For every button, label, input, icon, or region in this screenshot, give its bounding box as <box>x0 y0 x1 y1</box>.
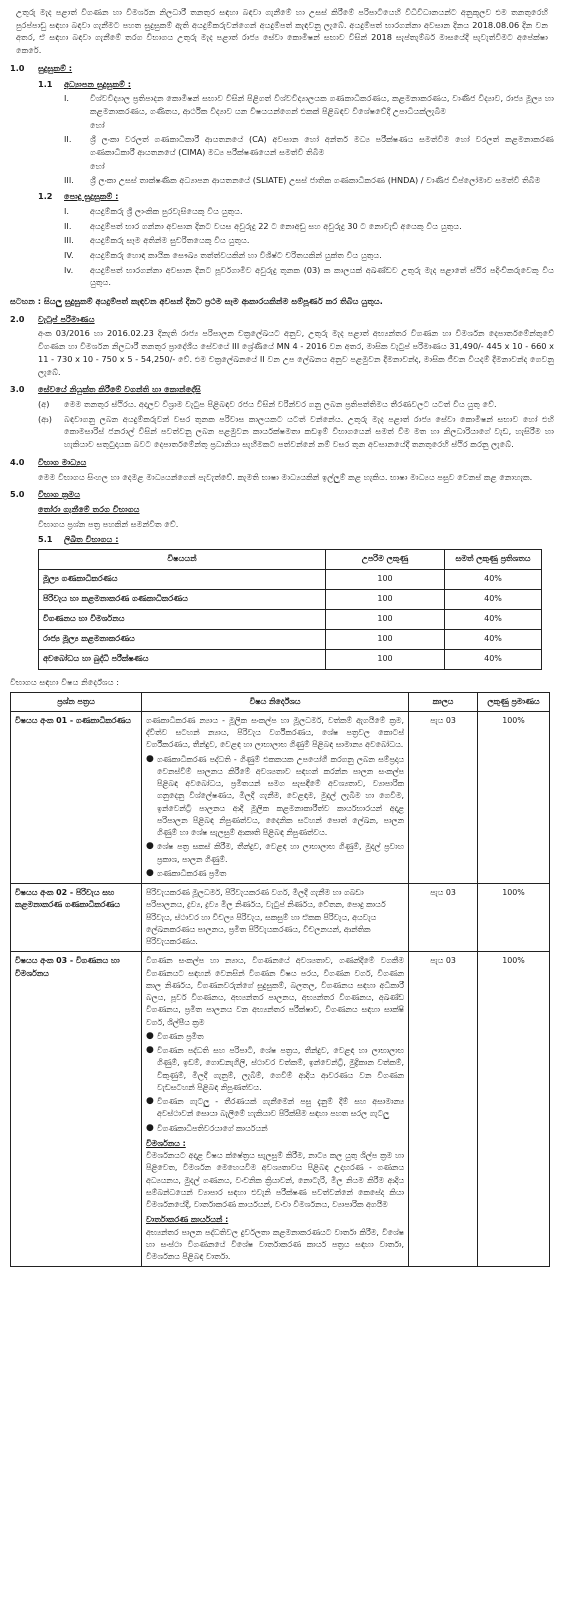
syllabus-cell: පිරිවැයකරණ මූලධර්ම, පිරිවැයකරණ වර්ග, මිලදී ගැනීම හා ගබඩා පරිපාලනය, ද්‍රව්‍ය, ද්‍රව්‍ය මිල නිර්ණය, වැටුප් නිර්ණය, වේතන, පොදු කාර්ය පිරිවැය, ස්ථාවර හා විචල්‍ය පිරිවැය, සකසුම් හා ඒකක පිරිවැය, අයවැය ලේඛනකරණය පාලනය, ප්‍රමිත පිරිවැයකරණය, විචලනයන්, ආන්තික පිරිවැයකරණය. <box>142 884 409 952</box>
bullet-item <box>146 868 404 880</box>
bullet-icon: ● <box>146 1045 154 1056</box>
general-item <box>64 205 554 218</box>
marks-cell: 100% <box>478 952 550 1267</box>
bullet-text: ගණකාධිකරණ පද්ධති - ගිණුම් එකකයක උපයෝගී කරගනු ලබන සම්ප්‍රදාය වෙනස්වීම් පාලනය කිරීමේ අවශ්‍යතාව සඳහන් කරන්න පාලන සංකල්ප පිළිබඳ අවබෝධය, ප්‍රමිතයන් සමග සැසඳීමේ අවශ්‍යතාව, ව්‍යාපාරික ගනුදෙනු විශ්ලේෂණය, මිලදී ගැනීම, වෙළඳාම, මුදල් ලැබීම හා ගෙවීම, ඉන්වෙන්ට්‍රි පාලනය ආදී මූලික කළමනාකාරීත්ව කාර්යභාරයන් අදාළ පරිපාලන පිළිබඳ නිපුණත්වය, දෛනික සටහන් පොත් ලේඛන, පාලන ගිණුම් හා ශේෂ සැලසුම් ආකෘති පිළිබඳ නිපුණත්වය. <box>157 754 404 838</box>
gazette-page <box>10 0 554 1267</box>
syllabus-cell <box>142 952 409 1267</box>
section-number: 2.0 <box>10 313 25 324</box>
item-number: I. <box>64 205 70 216</box>
item-text: අයදුම්කරු හොඳ කායික සෞඛ්‍ය තත්ත්වයකින් හා විශිෂ්ට චරිතයකින් යුක්ත විය යුතුය. <box>90 249 382 260</box>
table-row <box>11 884 550 952</box>
bullet-icon: ● <box>146 1030 154 1041</box>
item-number: IV. <box>64 249 74 260</box>
syllabus-cell <box>142 711 409 883</box>
bullet-text: විගණන ප්‍රමිත <box>157 1031 204 1041</box>
table-row <box>39 570 542 590</box>
section-number: 1.0 <box>10 62 25 73</box>
bullet-text: ගණකාධිකරණ ප්‍රමිත <box>157 868 227 878</box>
table-header-row <box>11 692 550 711</box>
bullet-icon: ● <box>146 867 154 878</box>
subject-cell: රාජ්‍ය මූල්‍ය කළමනාකරණය <box>39 630 326 650</box>
bullet-icon: ● <box>146 841 154 852</box>
item-number: II. <box>64 134 72 145</box>
item-number: (අ) <box>38 398 50 409</box>
general-item <box>64 220 554 233</box>
bullet-text: ශේෂ පත්‍ර සකස් කිරීම, තීන්දුව, වෙළඳ හා ලාභාලාභ ගිණුම්, මුදල් ප්‍රවාහ ප්‍රකාශ, පාලන ගිණුම්. <box>157 842 404 864</box>
subsection-title: ලිඛිත විභාගය : <box>64 534 119 545</box>
column-header: විෂයයන් <box>39 550 326 570</box>
bullet-icon: ● <box>146 1096 154 1107</box>
medium-paragraph: මෙම විභාගය සිංහල හා දෙමළ මාධ්‍යයන්ගෙන් පැවැත්වේ. කැමති භාෂා මාධ්‍යයකින් ඉල්ලුම් කළ හැකිය. භාෂා මාධ්‍යය පසුව වෙනස් කළ නොහැක. <box>38 471 533 482</box>
subject-cell: විගණනය හා විමර්ශනය <box>39 610 326 630</box>
investigation-heading: විමර්ශනය : <box>146 1138 186 1148</box>
subsection-title: අධ්‍යාපන සුදුසුකම් : <box>64 78 131 89</box>
paper-cell: විෂයය අංක 03 - විගණනය හා විමර්ශනය <box>11 952 142 1267</box>
bullet-text: විගණකාධිපතිවරයාගේ කාර්යයන් <box>157 1123 268 1133</box>
bullet-item <box>146 841 404 866</box>
section-title: සුදුසුකම් : <box>38 62 73 73</box>
item-text: ශ්‍රී ලංකා වරලත් ගණකාධිකාරී ආයතනයේ (CA) අවසාන හෝ අන්තර් මධ්‍ය පරීක්ෂණය සමත්වීම හෝ වරලත් කළමනාකරණ ගණකාධිකාරී ආයතනයේ (CIMA) මධ්‍ය පරීක්ෂණයෙන් සමත්වී තිබීම <box>90 134 554 158</box>
general-item <box>64 249 554 262</box>
column-header: උපරිම ලකුණු <box>326 550 445 570</box>
general-item <box>64 264 554 289</box>
item-text: ශ්‍රී ලංකා උසස් තාක්ෂණික අධ්‍යාපන ආයතනයේ (SLIATE) උසස් ජාතික ගණකාධිකරණ (HNDA) / වාණිජ ඩිප්ලෝමාව සමත්වී තිබීම <box>90 175 541 186</box>
pass-percent-cell: 40% <box>445 650 542 670</box>
section-qualifications <box>10 62 554 75</box>
syllabus-table <box>10 692 550 1268</box>
marks-cell: 100% <box>478 711 550 883</box>
bullet-text: විගණන පද්ධති සහ පරිපාටි, ශේෂ පත්‍රය, තීන්දුව, වෙළඳ හා ලාභාලාභ ගිණුම්, ඉඩම්, ගොඩනැගිලි, ස්ථාවර වත්කම්, ඉන්වෙන්ට්‍රි, මුද්‍රිකාන වත්කම්, විකුණුම්, මිලදී ගැනුම්, ලැබීම්, ගෙවීම් ආදිය ආවරණය වන විගණන වැඩසටහන් පිළිබඳ නිපුණත්වය. <box>157 1046 404 1092</box>
subjects-table <box>38 549 542 670</box>
pass-percent-cell: 40% <box>445 590 542 610</box>
item-number: II. <box>64 220 72 231</box>
section-salary <box>10 313 554 326</box>
section-title: සේවයේ නියුක්ත කිරීමේ වගන්ති හා කොන්දේසි <box>38 384 201 395</box>
section-number: 4.0 <box>10 456 25 467</box>
syllabus-intro: විගණන සංකල්ප හා න්‍යාය, විගණනයේ අවශ්‍යතාව, ගණන්දීමේ වගකීම විගණනයට සඳහන් වෙනසින් විගණන විෂය පරය, විගණන වර්ග, විගණන කාල නිර්ණය, විගණනවරුන්ගේ සුදුසුකම්, බලතල, විගණනය සඳහා අධිකාරී බලය, පූර්ව විගණනය, අභ්‍යන්තර පාලනය, අභ්‍යන්තර විගණනය, අඛණ්ඩ විගණනය, ප්‍රමිත පාලනය වන අභ්‍යන්තර පරීක්ෂාව, විගණනය සඳහා සාක්ෂි වර්ග, ශිල්පීය ක්‍රම <box>146 956 404 1027</box>
section-conditions <box>10 383 554 396</box>
table-row <box>39 650 542 670</box>
paper-cell: විෂයය අංක 01 - ගණකාධිකරණය <box>11 711 142 883</box>
subsection-general <box>38 190 554 203</box>
max-marks-cell: 100 <box>326 650 445 670</box>
item-text: විශ්වවිද්‍යාල ප්‍රතිපාදන කොමිෂන් සභාව විසින් පිළිගත් විශ්වවිද්‍යාලයක ගණකාධිකරණය, කළමනාකරණය, වාණිජ විද්‍යාව, රාජ්‍ය මූල්‍ය හා කළමනාකරණය, ගණිතය, ආර්ථික විද්‍යාව යන විෂයයන්ගෙන් එකක් පිළිබඳව විශේෂවේදී උපාධියක්ලැබීම <box>90 93 554 116</box>
bullet-item <box>146 754 404 840</box>
pass-percent-cell: 40% <box>445 570 542 590</box>
subsection-title: පොදු සුදුසුකම් : <box>64 191 119 202</box>
bullet-icon: ● <box>146 1122 154 1133</box>
max-marks-cell: 100 <box>326 590 445 610</box>
bullet-item <box>146 1031 404 1043</box>
item-text: අයදුම්පත් භාරගන්නා අවසාන දිනට පූර්වගාමීව අවුරුදු තුනක (03) ක කාලයක් අඛණ්ඩව උතුරු මැද පළාතේ ස්ථිර පදිංචිකරුවෙකු විය යුතුය. <box>90 264 554 288</box>
item-number: (ආ) <box>38 413 52 424</box>
subject-cell: පිරිවැය හා කළමනාකරණ ගණකාධිකරණය <box>39 590 326 610</box>
max-marks-cell: 100 <box>326 610 445 630</box>
column-header: ලකුණු ප්‍රමාණය <box>478 692 550 711</box>
table-header-row <box>39 550 542 570</box>
section-title: විභාග මාධ්‍යය <box>38 456 87 467</box>
item-text: මෙම තනතුර ස්ථිරය. අදාලව විශ්‍රාම වැටුප පිළිබඳව රජය විසින් වරින්වර ගනු ලබන ප්‍රතිපත්තිමය තීරණවලට යටත් විය යුතු වේ. <box>64 398 497 409</box>
subsection-educational <box>38 78 554 91</box>
column-header: කාලය <box>409 692 478 711</box>
item-text: අයදුම්කරු ශ්‍රී ලාංකික පුරවැසියෙකු විය යුතුය. <box>90 205 243 216</box>
subsection-number: 5.1 <box>38 534 53 545</box>
condition-item <box>38 398 554 411</box>
syllabus-intro: ගණකාධිකරණ න්‍යාය - මූලික සංකල්ප හා මූලධර්ම, වත්කම් ඇගයීමේ ක්‍රම, ද්විත්ව සටහන් න්‍යාය, පිරිවැය වර්ගීකරණය, ශේෂ පත්‍රවල කොටස් වර්ගීකරණය, තීන්දුව, වෙළඳ හා ලාභාලාභ ගිණුම් පිළිබඳ සාමාන්‍ය අවබෝධය. <box>146 715 404 750</box>
bullet-item <box>146 1045 404 1094</box>
edu-item <box>64 174 554 187</box>
note-text: සටහන : සියලු සුදුසුකම් අයදුම්පත් කැඳවන අවසන් දිනට ප්‍රථම සෑම ආකාරයකින්ම සම්පූර්ණ කර තිබිය යුතුය. <box>10 296 383 307</box>
table-row <box>39 590 542 610</box>
or-text: හෝ <box>90 119 105 130</box>
table-row <box>11 711 550 883</box>
section-number: 5.0 <box>10 489 25 500</box>
section-exam-method <box>10 488 554 501</box>
pass-percent-cell: 40% <box>445 610 542 630</box>
or-text: හෝ <box>90 160 105 171</box>
bullet-icon: ● <box>146 753 154 764</box>
marks-cell: 100% <box>478 884 550 952</box>
section-title: විභාග ක්‍රමය <box>38 489 81 500</box>
table-row <box>11 952 550 1267</box>
subject-cell: මූල්‍ය ගණකාධිකරණය <box>39 570 326 590</box>
edu-item <box>64 92 554 117</box>
item-number: I. <box>64 93 70 104</box>
edu-item <box>64 133 554 158</box>
reporting-heading: වාර්තාකරණ කාර්යයන් : <box>146 1215 229 1225</box>
column-header: සමත් ලකුණු ප්‍රතිශතය <box>445 550 542 570</box>
time-cell: පැය 03 <box>409 884 478 952</box>
max-marks-cell: 100 <box>326 630 445 650</box>
intro-paragraph: උතුරු මැද පළාත් විගණන හා විමර්ශන නිලධාරී තනතුර සඳහා බඳවා ගැනීමේ හා උසස් කිරීමේ පරිපාටියෙහි විධිවිධානයන්ට අනුකූලව එම තනතුරෙහි පුරප්පාඩු සඳහා බඳවා ගැනීමට පහත සුදුසුකම් ඇති අයදුම්කරුවන්ගෙන් අයදුම්පත් කැඳවනු ලැබේ. අයදුම්පත් භාරගන්නා අවසාන දිනය 2018.08.06 දින වන අතර, ඒ සඳහා බඳවා ගැනීමේ තරග විභාගය උතුරු මැද පළාත් රාජ්‍ය සේවා කොමිෂන් සභාව විසින් 2018 සැප්තැම්බර් මාසයේදී පැවැත්වීමට අපේක්ෂා කෙරේ. <box>16 7 548 56</box>
condition-item <box>38 413 554 451</box>
subsection-number: 1.2 <box>38 191 53 202</box>
column-header: විෂය නිර්දේශය <box>142 692 409 711</box>
time-cell: පැය 03 <box>409 952 478 1267</box>
exam-subtitle: තෝරා ගැනීමේ තරග විභාගය <box>38 503 140 514</box>
table-row <box>39 630 542 650</box>
time-cell: පැය 03 <box>409 711 478 883</box>
bullet-text: විගණන ගැටලු - තීරණයක් ගැනීමෙන් පසු දැනුම් දීම් සහ අසාමාන්‍ය අවස්ථාවන් සොයා බැලීමේ හැකියාව පිරික්සීම සඳහා පහත සරල ගැටලු <box>157 1097 404 1119</box>
bullet-item <box>146 1123 404 1135</box>
salary-paragraph: අංක 03/2016 හා 2016.02.23 දිනැති රාජ්‍ය පරිපාලන චක්‍රලේඛයට අනුව, උතුරු මැද පළාත් අභ්‍යන්තර විගණන හා විමර්ශන දෙපාර්තමේන්තුවේ විගණන හා විමර්ශන නිලධාරී තනතුර ප්‍රාදේශීය සේවයේ III ශ්‍රේණියේ MN 4 - 2016 වන අතර, මාසික වැටුප් පරිමාණය 31,490/- 445 x 10 - 660 x 11 - 730 x 10 - 750 x 5 - 54,250/- වේ. එම චක්‍රලේඛනයේ II වන උප ලේඛනය අනුව පළමුවන දීමනාවන්ද, මාසික ජීවන වියදම් දීමනාවන්ද ගෙවනු ලැබේ. <box>38 328 554 377</box>
general-item <box>64 234 554 247</box>
investigation-text: විමර්ශනයට අදාළ විෂය ක්ෂේත්‍රය සැලසුම් කිරීම, නාට්‍ය කල යුතු ශිල්ප ක්‍රම හා පිළිවෙත, විමර්ශන මෙහෙයවීම අවශ්‍යතාවය පිළිබඳ උදාහරණ - ගණනය අධ්‍යයනය, මුදල් ගණනය, වංචනික ක්‍රියාවන්, නොටැරි, මිල නියම කිරීම ආදිය සම්බන්ධයෙන් ව්‍යාපාර සඳහා එවැනි පරීක්ෂණ පවත්වන්නේ කෙසේද කියා විමර්ශනයේදී, වාර්තාකරණ කාර්යයන්, වංචා විමර්ශනය, ව්‍යාපාරික අගයීම <box>146 1151 404 1210</box>
item-text: අයදුම්කරු සෑම අතින්ම සුචරිතයෙකු විය යුතුය. <box>90 235 250 246</box>
item-text: අයදුම්පත් භාර ගන්නා අවසාන දිනට වයස අවුරුදු 22 ට නොඅඩු සහ අවුරුදු 30 ට නොවැඩි අයෙකු විය යුතුය. <box>90 220 462 231</box>
section-medium <box>10 456 554 469</box>
max-marks-cell: 100 <box>326 570 445 590</box>
subject-cell: අවබෝධය හා බුද්ධි පරීක්ෂණය <box>39 650 326 670</box>
item-text: බඳවාගනු ලබන අයදුම්කරුවන් වසර තුනක පරිවාස කාලයකට යටත් වන්නේය. උතුරු මැද පළාත් රාජ්‍ය සේවා කොමිෂන් සභාව හෝ එහි කොමසාරිස් ජනරාල් විසින් පවත්වනු ලබන පළමුවන කාර්යක්ෂමතා කඩඉම් විභාගයෙන් සමත් වීම මත හා නිලධාරියාගේ වැඩ, හැසිරීම හා හැකියාව සතුටුදායක බවට දෙපාර්තමේන්තු ප්‍රධානියා සැහීමකට පත්වන්නේ නම් වසර තුන අවසානයේදී තනතුරෙහි ස්ථිර කරනු ලැබේ. <box>64 413 554 450</box>
table-row <box>39 610 542 630</box>
item-number: III. <box>64 235 74 246</box>
reporting-text: අභ්‍යන්තර පාලන පද්ධතිවල දුර්වලතා කළමනාකරණයට වාර්තා කිරීම, විශේෂ හා සංස්ථා විගණනයේ විශේෂ වාර්තාකරණ කාර්ය පත්‍රය සඳහා වාර්තා, විමර්ශනය පිළිබඳ වාර්තා. <box>146 1227 404 1262</box>
bullet-item <box>146 1096 404 1121</box>
item-number: III. <box>64 175 74 186</box>
column-header: ප්‍රශ්න පත්‍රය <box>11 692 142 711</box>
section-title: වැටුප් පරිමාණය <box>38 313 95 324</box>
item-number: Iv. <box>64 264 74 275</box>
syllabus-title: විභාගය සඳහා විෂය නිර්දේශය : <box>10 677 119 688</box>
exam-paragraph: විභාගය ප්‍රශ්න පත්‍ර පහකින් සමන්විත වේ. <box>38 518 179 529</box>
pass-percent-cell: 40% <box>445 630 542 650</box>
subsection-number: 1.1 <box>38 78 53 89</box>
paper-cell: විෂයය අංක 02 - පිරිවැය සහ කළමනාකරණ ගණකාධිකරණය <box>11 884 142 952</box>
section-number: 3.0 <box>10 384 25 395</box>
subsection-written-exam <box>38 533 554 546</box>
